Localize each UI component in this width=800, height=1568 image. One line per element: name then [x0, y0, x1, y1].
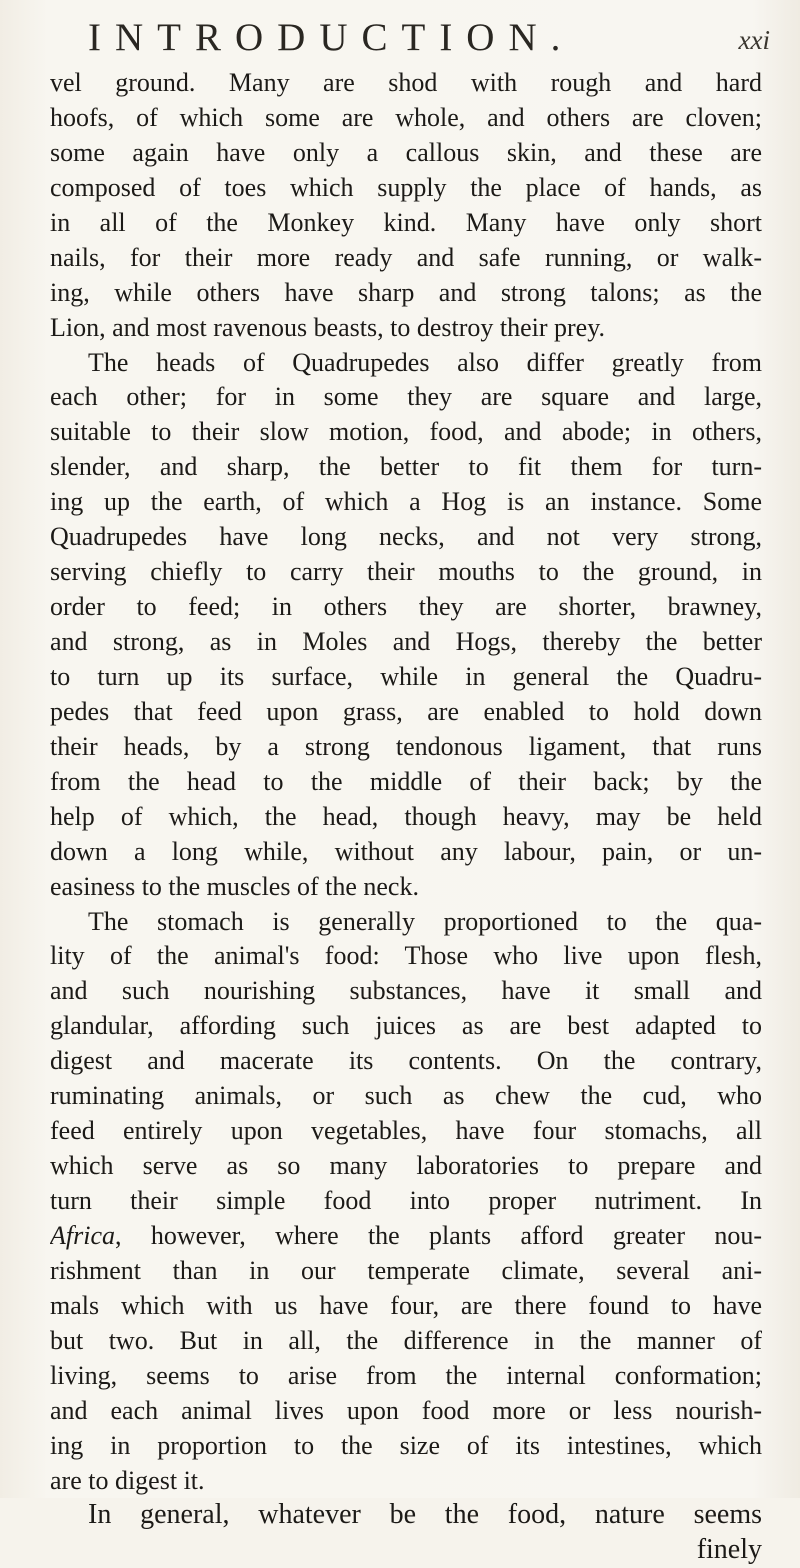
text-line: are to digest it.	[50, 1465, 205, 1495]
text-line: The heads of Quadrupedes also differ greatly from	[88, 347, 762, 377]
text-line: from the head to the middle of their back; by the	[50, 766, 762, 796]
text-line: Africa, however, where the plants afford greater nou-	[50, 1220, 762, 1250]
text-line: each other; for in some they are square and large,	[50, 382, 762, 412]
text-line: Quadrupedes have long necks, and not very strong,	[50, 522, 762, 552]
text-line: slender, and sharp, the better to fit them for turn-	[50, 452, 762, 482]
text-line: mals which with us have four, are there found to have	[50, 1290, 762, 1320]
catchword: finely	[696, 1534, 762, 1566]
text-line: vel ground. Many are shod with rough and hard	[50, 68, 762, 97]
text-line: serving chiefly to carry their mouths to the ground, in	[50, 557, 762, 587]
text-line: ing up the earth, of which a Hog is an instance. Some	[50, 487, 762, 517]
text-line: in all of the Monkey kind. Many have only short	[50, 207, 762, 237]
italic-word: Africa	[50, 1220, 115, 1250]
text-line: feed entirely upon vegetables, have four stomachs, all	[50, 1116, 762, 1146]
text-body	[50, 66, 762, 1568]
running-head	[88, 14, 800, 62]
text-line: but two. But in all, the difference in the manner of	[50, 1325, 762, 1355]
text-line: In general, whatever be the food, nature seems	[88, 1499, 762, 1531]
text-line: which serve as so many laboratories to prepare and	[50, 1151, 762, 1181]
text-line: pedes that feed upon grass, are enabled to hold down	[50, 696, 762, 726]
text-line: and such nourishing substances, have it small and	[50, 976, 762, 1006]
text-line: rishment than in our temperate climate, several ani-	[50, 1255, 762, 1285]
text-line: some again have only a callous skin, and these are	[50, 137, 762, 167]
text-line: suitable to their slow motion, food, and abode; in others,	[50, 417, 762, 447]
text-line: hoofs, of which some are whole, and others are cloven;	[50, 102, 762, 132]
text-line: composed of toes which supply the place of hands, as	[50, 172, 762, 202]
text-line: digest and macerate its contents. On the contrary,	[50, 1046, 762, 1076]
page-number: xxi	[738, 25, 770, 55]
text-line: help of which, the head, though heavy, may be held	[50, 801, 762, 831]
text-line: ruminating animals, or such as chew the cud, who	[50, 1081, 762, 1111]
text-line: order to feed; in others they are shorter, brawney,	[50, 592, 762, 622]
text-line: turn their simple food into proper nutriment. In	[50, 1186, 762, 1215]
text-line: and strong, as in Moles and Hogs, thereby the better	[50, 627, 762, 656]
text-line: ing in proportion to the size of its intestines, which	[50, 1430, 762, 1460]
text-line: nails, for their more ready and safe running, or walk-	[50, 242, 762, 272]
text-line: easiness to the muscles of the neck.	[50, 871, 419, 901]
text-line: Lion, and most ravenous beasts, to destroy their prey.	[50, 312, 606, 342]
text-line: to turn up its surface, while in general the Quadru-	[50, 661, 762, 691]
text-line: The stomach is generally proportioned to the qua-	[88, 906, 762, 936]
text-line: lity of the animal's food: Those who live upon flesh,	[50, 941, 762, 971]
text-line: ing, while others have sharp and strong talons; as the	[50, 277, 762, 307]
text-line: their heads, by a strong tendonous ligament, that runs	[50, 731, 762, 761]
text-line: living, seems to arise from the internal conformation;	[50, 1360, 762, 1390]
text-line: down a long while, without any labour, pain, or un-	[50, 836, 762, 866]
text-line: and each animal lives upon food more or less nourish-	[50, 1395, 762, 1425]
running-title: INTRODUCTION.	[88, 16, 575, 59]
text-line: glandular, affording such juices as are best adapted to	[50, 1011, 762, 1041]
